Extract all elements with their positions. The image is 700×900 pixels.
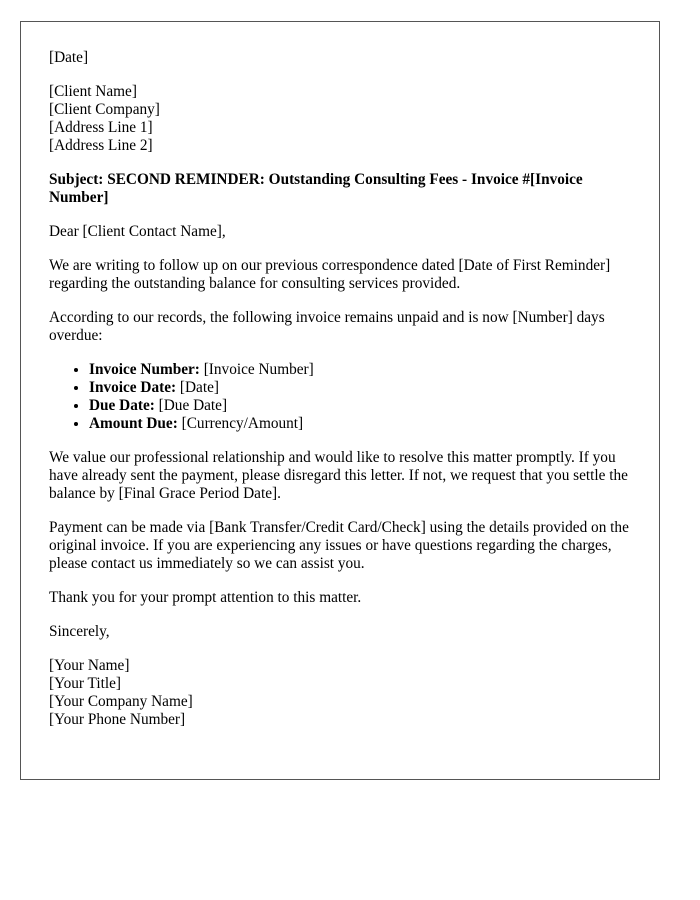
recipient-name: [Client Name] bbox=[49, 83, 137, 100]
paragraph-overdue-notice: According to our records, the following invoice remains unpaid and is now [Number] days overdue: bbox=[49, 309, 605, 344]
signature-block bbox=[49, 657, 631, 729]
paragraph-payment-methods: Payment can be made via [Bank Transfer/Credit Card/Check] using the details provided on the original invoice. If you are experiencing any issues or have questions regarding the charges, please contact us immediately so we can assist you. bbox=[49, 519, 629, 572]
paragraph-thank-you: Thank you for your prompt attention to this matter. bbox=[49, 589, 362, 606]
detail-amount-due bbox=[89, 415, 631, 433]
recipient-address-block bbox=[49, 83, 631, 155]
detail-value: [Invoice Number] bbox=[199, 361, 314, 378]
invoice-details-list bbox=[49, 361, 631, 433]
paragraph-follow-up: We are writing to follow up on our previous correspondence dated [Date of First Reminder] regarding the outstanding balance for consulting services provided. bbox=[49, 257, 611, 292]
detail-value: [Date] bbox=[176, 379, 219, 396]
paragraph-relationship: We value our professional relationship and would like to resolve this matter promptly. If you have already sent the payment, please disregard this letter. If not, we request that you settle the balance by [Final Grace Period Date]. bbox=[49, 449, 628, 502]
detail-label: Due Date: bbox=[89, 397, 155, 414]
detail-label: Amount Due: bbox=[89, 415, 178, 432]
signature-company: [Your Company Name] bbox=[49, 693, 193, 710]
detail-label: Invoice Date: bbox=[89, 379, 177, 396]
signature-phone: [Your Phone Number] bbox=[49, 711, 186, 728]
recipient-address-line-2: [Address Line 2] bbox=[49, 137, 153, 154]
recipient-address-line-1: [Address Line 1] bbox=[49, 119, 153, 136]
detail-due-date bbox=[89, 397, 631, 415]
detail-value: [Currency/Amount] bbox=[177, 415, 304, 432]
detail-invoice-date bbox=[89, 379, 631, 397]
detail-invoice-number bbox=[89, 361, 631, 379]
letter-subject: Subject: SECOND REMINDER: Outstanding Consulting Fees - Invoice #[Invoice Number] bbox=[49, 171, 583, 206]
detail-label: Invoice Number: bbox=[89, 361, 200, 378]
letter-date: [Date] bbox=[49, 49, 89, 66]
detail-value: [Due Date] bbox=[154, 397, 228, 414]
signature-title: [Your Title] bbox=[49, 675, 121, 692]
letter-closing: Sincerely, bbox=[49, 623, 110, 640]
signature-name: [Your Name] bbox=[49, 657, 130, 674]
letter-salutation: Dear [Client Contact Name], bbox=[49, 223, 226, 240]
recipient-company: [Client Company] bbox=[49, 101, 160, 118]
letter-page bbox=[20, 21, 660, 780]
